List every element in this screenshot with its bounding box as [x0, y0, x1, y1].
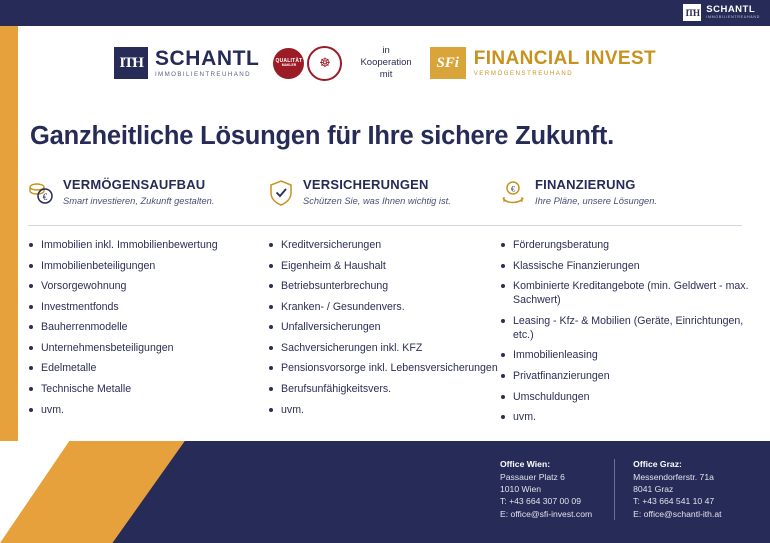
- top-bar-logo: [683, 4, 760, 21]
- office-street: Passauer Platz 6: [500, 472, 565, 482]
- list-item: Berufsunfähigkeitsvers.: [268, 382, 500, 396]
- column-title: FINANZIERUNG: [535, 177, 636, 192]
- list-item: Eigenheim & Haushalt: [268, 259, 500, 273]
- crest-seal-icon: ☸: [307, 46, 342, 81]
- top-bar-logo-name: SCHANTL: [706, 4, 756, 16]
- list-item: Förderungsberatung: [500, 238, 750, 252]
- top-bar: [0, 0, 770, 26]
- ith-mark-icon: ITH: [114, 47, 148, 79]
- schantl-logo-name: SCHANTL: [154, 46, 260, 70]
- sfi-logo-name: FINANCIAL INVEST: [473, 48, 657, 69]
- list-item: Betriebsunterbrechung: [268, 279, 500, 293]
- office-phone[interactable]: T: +43 664 541 10 47: [633, 496, 715, 507]
- svg-text:€: €: [511, 184, 515, 194]
- list-finanzierung: [500, 238, 750, 431]
- quality-seal-line2: MAKLER: [281, 62, 297, 67]
- header-logos: [0, 34, 770, 92]
- list-item: Sachversicherungen inkl. KFZ: [268, 341, 500, 355]
- list-item: Kombinierte Kreditangebote (min. Geldwert - max. Sachwert): [500, 279, 750, 307]
- column-title: VERSICHERUNGEN: [303, 177, 429, 192]
- schantl-logo-tagline: IMMOBILIENTREUHAND: [154, 70, 251, 78]
- sfi-mark-icon: SFi: [430, 47, 466, 79]
- list-versicherungen: [268, 238, 500, 431]
- list-item: Kranken- / Gesundenvers.: [268, 300, 500, 314]
- list-item: uvm.: [500, 410, 750, 424]
- list-item: Technische Metalle: [28, 382, 268, 396]
- footer: [0, 441, 770, 543]
- ith-mark-icon: ITH: [683, 4, 701, 21]
- cooperation-line-3: mit: [379, 68, 393, 80]
- hand-euro-icon: [500, 179, 526, 207]
- column-subtitle: Schützen Sie, was Ihnen wichtig ist.: [303, 196, 451, 207]
- list-item: Vorsorgewohnung: [28, 279, 268, 293]
- list-item: Privatfinanzierungen: [500, 369, 750, 383]
- office-street: Messendorferstr. 71a: [633, 472, 714, 482]
- list-vermoegensaufbau: [28, 238, 268, 431]
- svg-text:€: €: [42, 192, 48, 202]
- list-item: Umschuldungen: [500, 390, 750, 404]
- sfi-logo: [430, 47, 656, 79]
- list-item: Unternehmensbeteiligungen: [28, 341, 268, 355]
- cooperation-line-2: Kooperation: [360, 57, 412, 69]
- office-title: Office Wien:: [500, 459, 551, 469]
- list-item: Edelmetalle: [28, 361, 268, 375]
- list-item: Leasing - Kfz- & Mobilien (Geräte, Einrichtungen, etc.): [500, 314, 750, 342]
- list-item: Pensionsvorsorge inkl. Lebensversicherungen: [268, 361, 500, 375]
- schantl-logo: [114, 47, 260, 79]
- column-title: VERMÖGENSAUFBAU: [63, 177, 206, 192]
- top-bar-logo-tagline: IMMOBILIENTREUHAND: [706, 14, 760, 19]
- list-item: Immobilienleasing: [500, 348, 750, 362]
- cooperation-line-1: in: [382, 45, 390, 57]
- sfi-logo-tagline: VERMÖGENSTREUHAND: [473, 71, 574, 77]
- page-title: Ganzheitliche Lösungen für Ihre sichere Zukunft.: [30, 122, 615, 150]
- office-graz: [614, 459, 743, 520]
- office-city: 1010 Wien: [500, 484, 542, 495]
- office-wien: [500, 459, 614, 520]
- top-bar-logo-text: [706, 5, 760, 19]
- column-subtitle: Ihre Pläne, unsere Lösungen.: [535, 196, 657, 207]
- office-addresses: [500, 459, 744, 520]
- office-email[interactable]: E: office@schantl-ith.at: [633, 508, 722, 519]
- schantl-logo-text: [155, 48, 260, 78]
- quality-seal-icon: [273, 48, 304, 79]
- shield-check-icon: [268, 179, 294, 207]
- list-item: Unfallversicherungen: [268, 320, 500, 334]
- service-lists: [28, 238, 752, 431]
- column-header-versicherungen: [268, 178, 500, 207]
- office-city: 8041 Graz: [633, 484, 674, 495]
- office-title: Office Graz:: [633, 459, 682, 469]
- column-header-vermoegensaufbau: [28, 178, 268, 207]
- list-item: Bauherrenmodelle: [28, 320, 268, 334]
- list-item: uvm.: [28, 403, 268, 417]
- sfi-logo-text: [474, 49, 656, 77]
- list-item: Investmentfonds: [28, 300, 268, 314]
- list-item: Kreditversicherungen: [268, 238, 500, 252]
- section-divider: [28, 225, 742, 226]
- quality-seals: [273, 46, 342, 81]
- cooperation-note: [360, 45, 411, 81]
- list-item: Immobilien inkl. Immobilienbewertung: [28, 238, 268, 252]
- office-phone[interactable]: T: +43 664 307 00 09: [500, 496, 581, 507]
- list-item: uvm.: [268, 403, 500, 417]
- column-header-finanzierung: [500, 178, 750, 207]
- coins-euro-icon: [28, 179, 54, 207]
- column-subtitle: Smart investieren, Zukunft gestalten.: [63, 196, 215, 207]
- list-item: Klassische Finanzierungen: [500, 259, 750, 273]
- list-item: Immobilienbeteiligungen: [28, 259, 268, 273]
- service-column-headers: [28, 178, 752, 207]
- office-email[interactable]: E: office@sfi-invest.com: [500, 508, 593, 519]
- quality-seal-line1: QUALITÄT: [275, 57, 303, 64]
